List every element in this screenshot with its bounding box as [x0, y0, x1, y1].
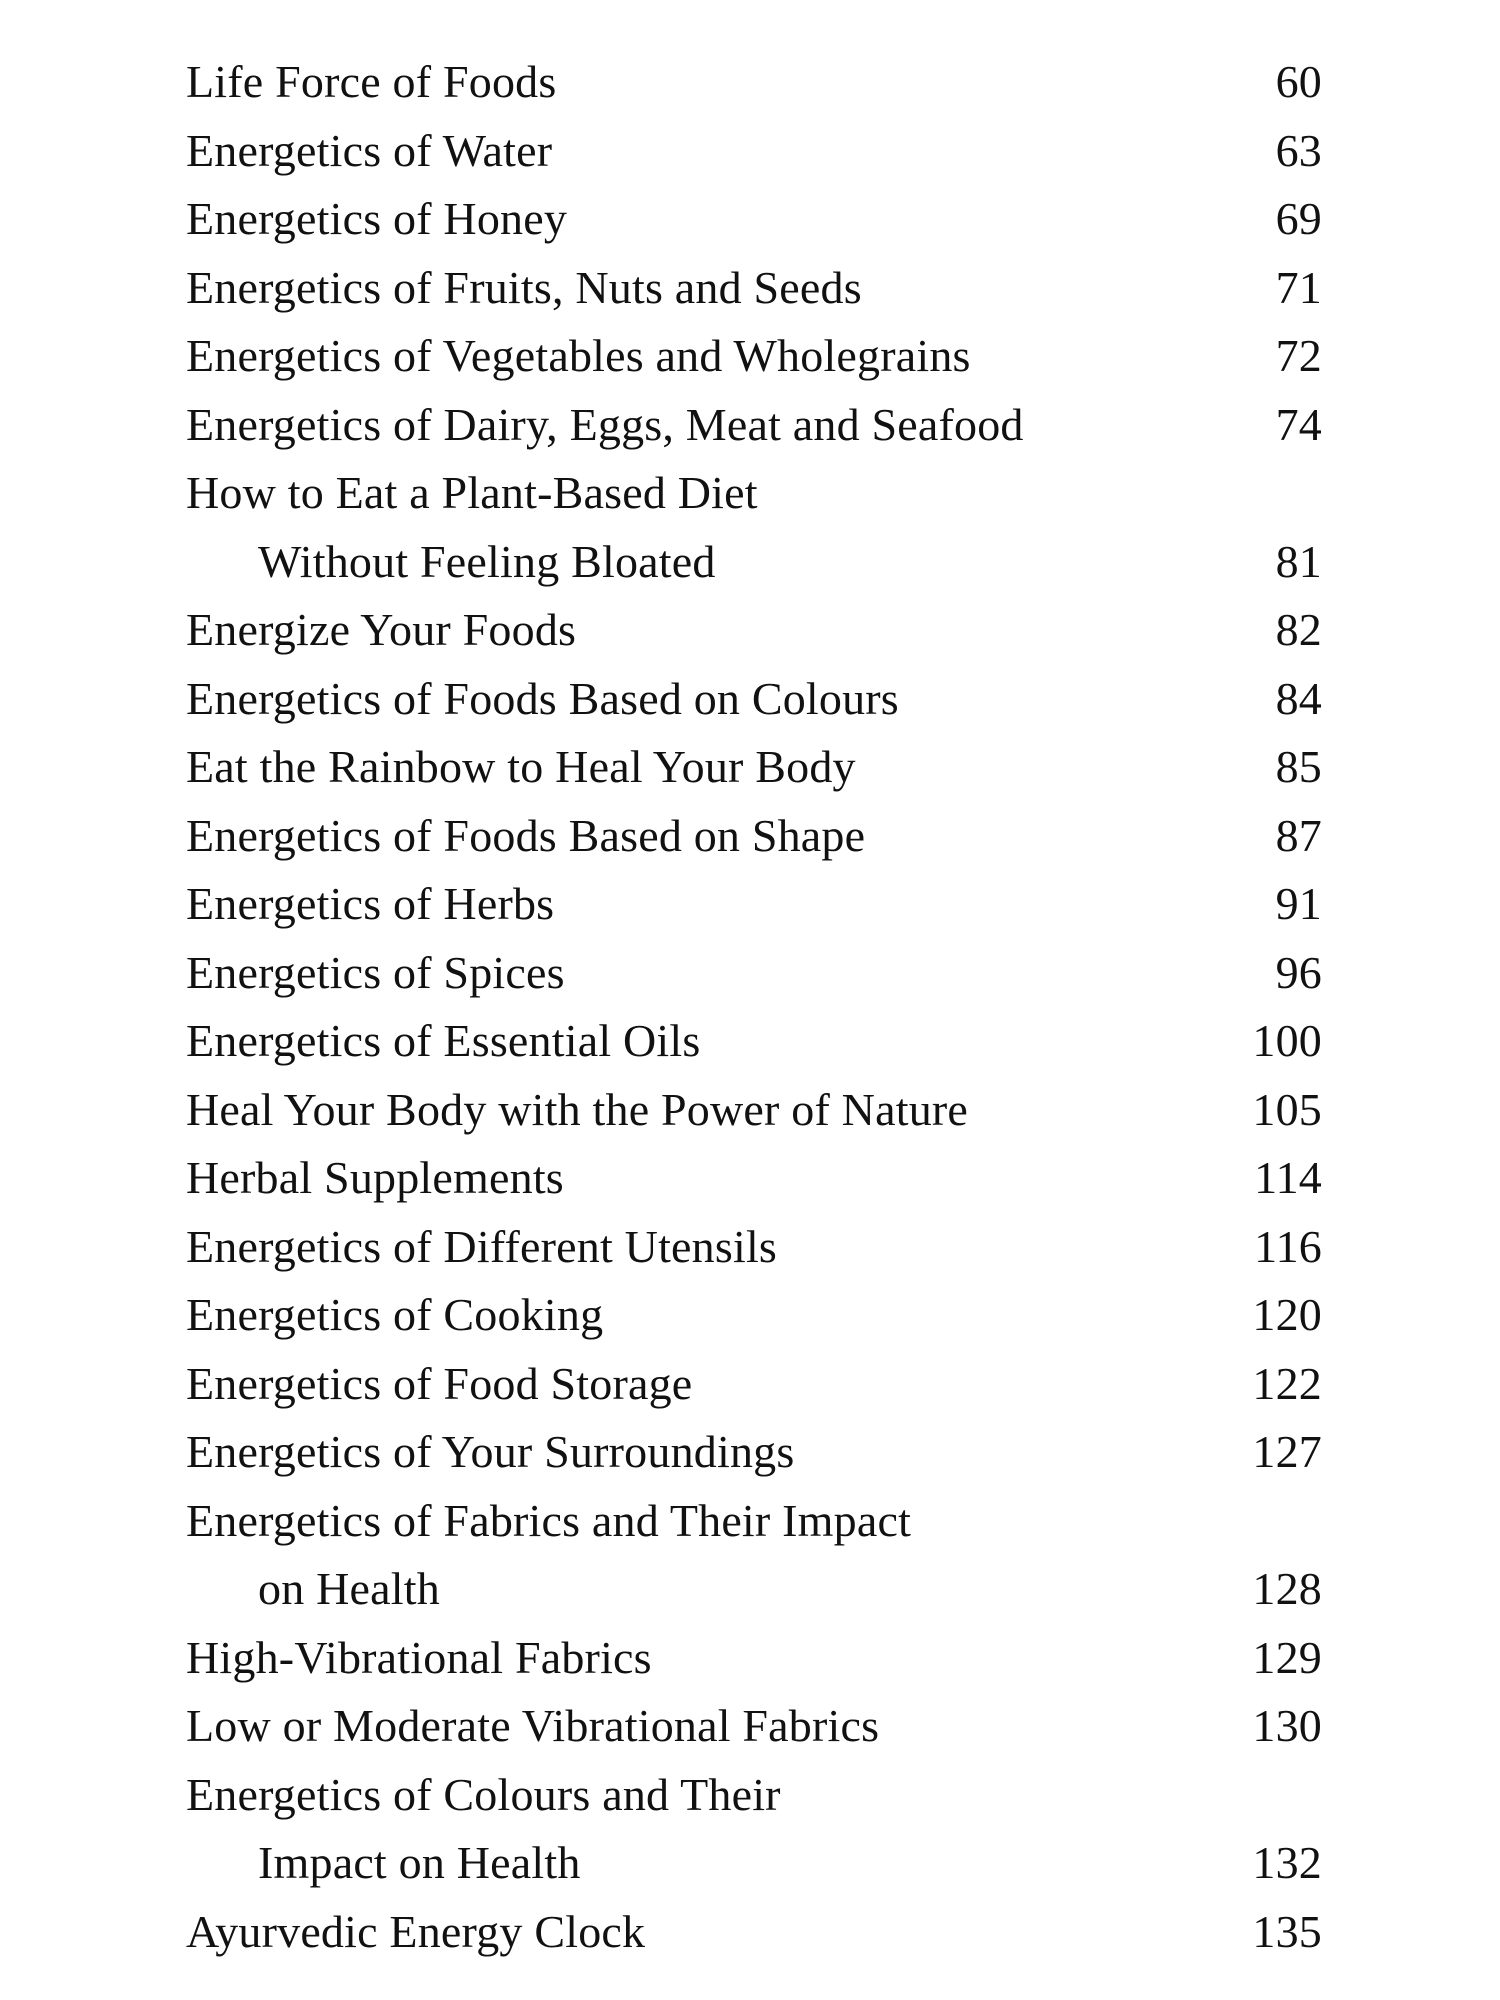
toc-entry-page-number: 96 [1275, 946, 1322, 998]
table-of-contents [0, 48, 1500, 1957]
toc-entry-title: Life Force of Foods [186, 56, 557, 107]
toc-entry-title: Energetics of Colours and Their [186, 1768, 781, 1820]
toc-entry-page-number: 81 [1275, 535, 1322, 587]
toc-entry [0, 1624, 1500, 1693]
toc-entry-page-number: 129 [1252, 1631, 1322, 1683]
toc-entry [0, 870, 1500, 939]
toc-entry-page-number: 127 [1252, 1426, 1322, 1477]
toc-entry-page-number: 114 [1254, 1152, 1322, 1203]
toc-entry-title: Energetics of Foods Based on Shape [186, 809, 866, 861]
toc-entry-title: Energetics of Herbs [186, 878, 555, 929]
toc-entry-page-number: 100 [1252, 1015, 1322, 1066]
toc-entry [0, 733, 1500, 802]
toc-entry-title: Ayurvedic Energy Clock [186, 1905, 646, 1957]
toc-entry [0, 391, 1500, 460]
toc-entry [0, 596, 1500, 665]
toc-entry-page-number: 128 [1252, 1563, 1322, 1614]
toc-entry-title: Low or Moderate Vibrational Fabrics [186, 1700, 880, 1751]
toc-entry [0, 1692, 1500, 1761]
toc-entry-title: Energetics of Foods Based on Colours [186, 672, 899, 724]
toc-entry-title: Energetics of Cooking [186, 1289, 604, 1340]
toc-entry-page-number: 84 [1275, 672, 1322, 724]
toc-entry-page-number: 135 [1252, 1905, 1322, 1957]
toc-entry-title: Impact on Health [258, 1837, 581, 1888]
toc-entry [0, 117, 1500, 186]
toc-entry-title: Energetics of Honey [186, 193, 568, 244]
toc-entry-title: Energetics of Fabrics and Their Impact [186, 1494, 912, 1546]
toc-entry [0, 1418, 1500, 1487]
toc-entry-page-number: 63 [1275, 124, 1322, 176]
toc-entry-title: Without Feeling Bloated [258, 535, 716, 587]
toc-entry-page-number: 132 [1252, 1837, 1322, 1888]
toc-entry-title: Herbal Supplements [186, 1152, 564, 1203]
toc-entry [0, 1213, 1500, 1282]
toc-entry-title: Energetics of Dairy, Eggs, Meat and Seafood [186, 398, 1024, 450]
toc-entry [0, 1487, 1500, 1556]
toc-entry-page-number: 72 [1275, 330, 1322, 381]
toc-entry-title: on Health [258, 1563, 440, 1614]
toc-entry-title: Energize Your Foods [186, 604, 577, 655]
toc-entry-page-number: 74 [1275, 398, 1322, 450]
toc-entry [0, 802, 1500, 871]
toc-entry-title: Energetics of Spices [186, 946, 565, 998]
toc-entry [0, 665, 1500, 734]
toc-entry-title: Heal Your Body with the Power of Nature [186, 1083, 969, 1135]
toc-entry [0, 1761, 1500, 1830]
toc-entry-title: Energetics of Water [186, 124, 553, 176]
toc-entry [0, 1007, 1500, 1076]
toc-entry [0, 528, 1500, 597]
toc-entry [0, 1144, 1500, 1213]
toc-entry-title: Energetics of Food Storage [186, 1357, 693, 1409]
toc-entry-title: Energetics of Different Utensils [186, 1220, 778, 1272]
toc-entry-page-number: 71 [1275, 261, 1322, 313]
toc-entry [0, 1555, 1500, 1624]
toc-entry-title: High-Vibrational Fabrics [186, 1631, 652, 1683]
toc-entry-title: Energetics of Essential Oils [186, 1015, 701, 1066]
toc-entry [0, 1829, 1500, 1898]
toc-entry-title: Eat the Rainbow to Heal Your Body [186, 741, 856, 792]
toc-entry [0, 1350, 1500, 1419]
toc-entry-page-number: 116 [1254, 1220, 1322, 1272]
toc-entry [0, 1281, 1500, 1350]
toc-entry [0, 322, 1500, 391]
toc-entry [0, 254, 1500, 323]
toc-entry-title: Energetics of Fruits, Nuts and Seeds [186, 261, 862, 313]
toc-entry-title: How to Eat a Plant-Based Diet [186, 467, 758, 518]
toc-entry [0, 1076, 1500, 1145]
toc-entry-title: Energetics of Vegetables and Wholegrains [186, 330, 971, 381]
toc-entry-page-number: 60 [1275, 56, 1322, 107]
toc-entry [0, 48, 1500, 117]
toc-entry-page-number: 82 [1275, 604, 1322, 655]
toc-entry-page-number: 85 [1275, 741, 1322, 792]
toc-entry-page-number: 69 [1275, 193, 1322, 244]
toc-entry-page-number: 130 [1252, 1700, 1322, 1751]
toc-entry [0, 1898, 1500, 1967]
toc-entry [0, 939, 1500, 1008]
toc-entry-page-number: 87 [1275, 809, 1322, 861]
toc-entry-page-number: 120 [1252, 1289, 1322, 1340]
toc-entry [0, 459, 1500, 528]
toc-entry-page-number: 122 [1252, 1357, 1322, 1409]
toc-entry-page-number: 105 [1252, 1083, 1322, 1135]
toc-entry-page-number: 91 [1275, 878, 1322, 929]
toc-entry [0, 185, 1500, 254]
toc-entry-title: Energetics of Your Surroundings [186, 1426, 795, 1477]
